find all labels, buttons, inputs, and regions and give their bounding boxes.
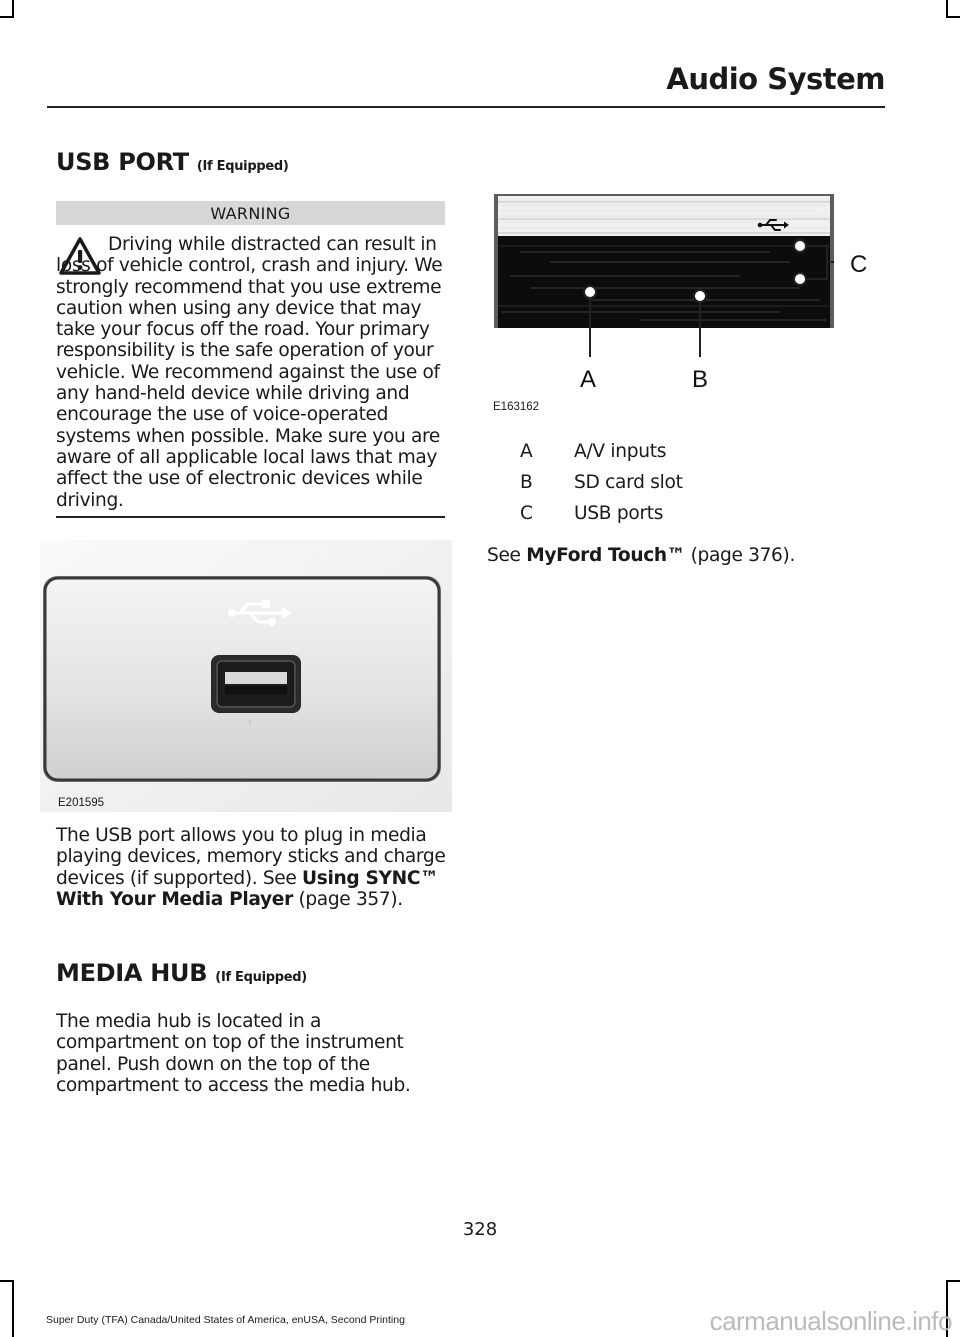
callout-c: C <box>850 251 868 278</box>
usb-body-pre: The USB port allows you to plug in media playing devices, memory sticks and charge devices (if supported). See <box>56 825 446 889</box>
crop-mark-bottom-right-h <box>946 1280 960 1282</box>
watermark: carmanualsonline.info <box>709 1306 952 1336</box>
crop-mark-bottom-left-h <box>0 1280 14 1282</box>
legend-key: A <box>520 441 533 462</box>
media-hub-description <box>56 1011 448 1096</box>
warning-text-content: Driving while distracted can result in loss of vehicle control, crash and injury. We strongly recommend that you use extreme caution when using any device that may take your focus off the road. Your primary responsibility is the safe operation of your vehicle. We recommend against the use of any hand-held device while driving and encourage the use of voice-operated systems when possible. Make sure you are aware of all applicable local laws that may affect the use of electronic devices while driving. <box>56 234 443 511</box>
see-pre: See <box>487 545 527 566</box>
figure-code-e163162: E163162 <box>493 401 540 413</box>
myford-touch-link[interactable]: MyFord Touch™ <box>526 545 686 566</box>
media-hub-heading <box>56 959 307 987</box>
usb-port-heading <box>56 148 289 176</box>
legend-value: USB ports <box>574 503 664 524</box>
warning-label: WARNING <box>56 201 445 225</box>
crop-mark-top-left-h <box>0 16 14 18</box>
legend-key: B <box>520 472 533 493</box>
crop-mark-top-right-h <box>946 16 960 18</box>
media-hub-heading-suffix: (If Equipped) <box>215 970 307 985</box>
usb-port-description <box>56 825 448 910</box>
usb-body-post: (page 357). <box>292 888 403 910</box>
footer-text: Super Duty (TFA) Canada/United States of America, enUSA, Second Printing <box>46 1314 405 1326</box>
callout-b: B <box>692 366 709 393</box>
figure-code-e201595: E201595 <box>58 797 105 809</box>
usb-port-heading-suffix: (If Equipped) <box>196 159 289 174</box>
warning-text <box>56 234 448 511</box>
legend-value: A/V inputs <box>574 441 667 462</box>
media-hub-illustration <box>490 192 890 398</box>
usb-port-heading-text: USB PORT <box>56 148 189 176</box>
legend-value: SD card slot <box>574 472 683 493</box>
see-myford-touch <box>487 545 907 566</box>
warning-bottom-rule <box>56 516 445 518</box>
callout-a: A <box>580 366 597 393</box>
legend-key: C <box>520 503 533 524</box>
usb-sync-link[interactable]: Using SYNC™ With Your Media Player <box>56 867 439 910</box>
usb-port-figure <box>40 540 452 812</box>
crop-mark-bottom-left-v <box>12 1280 14 1337</box>
media-hub-heading-text: MEDIA HUB <box>56 959 208 987</box>
page-title: Audio System <box>666 62 885 96</box>
media-hub-figure <box>490 192 890 398</box>
see-post: (page 376). <box>685 545 795 566</box>
usb-port-illustration <box>40 540 452 812</box>
media-hub-body: The media hub is located in a compartment on top of the instrument panel. Push down on the top of the compartment to access the media hub. <box>56 1011 411 1096</box>
usb-socket <box>211 655 301 713</box>
page-number: 328 <box>462 1219 498 1240</box>
header-divider <box>47 106 885 108</box>
